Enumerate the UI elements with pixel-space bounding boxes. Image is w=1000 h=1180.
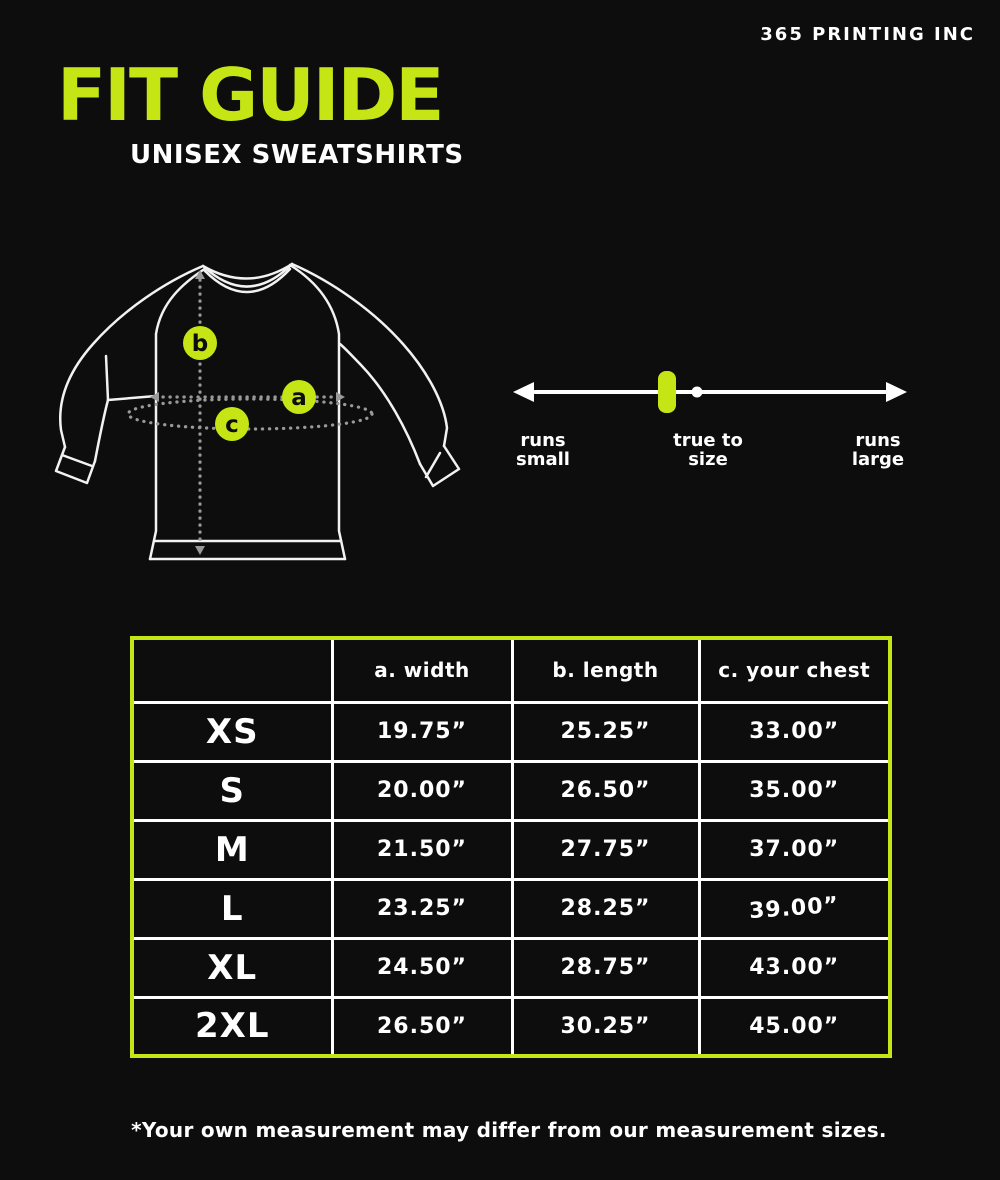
scale-label-line: true to <box>673 430 743 451</box>
chest-cell: 43.00” <box>699 938 890 997</box>
size-cell: S <box>132 761 332 820</box>
chest-value: 39.00” <box>748 892 841 925</box>
page-title: FIT GUIDE <box>57 53 443 137</box>
scale-right-arrowhead <box>886 382 907 402</box>
measure-arrowheads <box>150 270 345 555</box>
chest-cell <box>699 879 890 938</box>
table-header-row <box>132 638 890 702</box>
table-row <box>132 997 890 1056</box>
fit-scale <box>505 358 915 428</box>
scale-label-line: size <box>688 449 728 470</box>
column-header-width: a. width <box>332 638 512 702</box>
scale-label-line: runs <box>520 430 566 451</box>
size-cell: XL <box>132 938 332 997</box>
chest-cell: 35.00” <box>699 761 890 820</box>
chest-cell: 45.00” <box>699 997 890 1056</box>
scale-dot <box>692 387 703 398</box>
scale-left-arrowhead <box>513 382 534 402</box>
sweatshirt-diagram <box>35 250 495 580</box>
column-header-size <box>132 638 332 702</box>
table-row <box>132 879 890 938</box>
scale-label-runs-small <box>516 431 570 469</box>
scale-label-line: large <box>851 449 905 470</box>
width-cell: 24.50” <box>332 938 512 997</box>
size-table <box>130 636 892 1058</box>
scale-label-line: runs <box>855 430 901 451</box>
width-cell: 20.00” <box>332 761 512 820</box>
length-cell: 26.50” <box>512 761 699 820</box>
width-cell: 23.25” <box>332 879 512 938</box>
length-cell: 30.25” <box>512 997 699 1056</box>
table-row <box>132 820 890 879</box>
width-cell: 21.50” <box>332 820 512 879</box>
marker-b <box>183 326 217 360</box>
length-cell: 25.25” <box>512 702 699 761</box>
column-header-length: b. length <box>512 638 699 702</box>
size-cell: XS <box>132 702 332 761</box>
width-cell: 26.50” <box>332 997 512 1056</box>
garment-outline <box>56 264 459 559</box>
length-cell: 28.25” <box>512 879 699 938</box>
marker-b-label: b <box>191 331 209 357</box>
table-row <box>132 761 890 820</box>
marker-c-label: c <box>225 412 239 438</box>
scale-label-true-to-size <box>673 431 743 469</box>
scale-label-line: small <box>516 449 570 470</box>
measure-ellipse-chest <box>128 399 372 429</box>
chest-cell: 33.00” <box>699 702 890 761</box>
table-row <box>132 702 890 761</box>
footnote: *Your own measurement may differ from our measurement sizes. <box>131 1118 887 1142</box>
marker-c <box>215 407 249 441</box>
page-subtitle: UNISEX SWEATSHIRTS <box>130 140 464 170</box>
size-cell: 2XL <box>132 997 332 1056</box>
marker-a-label: a <box>291 385 307 411</box>
scale-label-runs-large <box>852 431 904 469</box>
chest-cell: 37.00” <box>699 820 890 879</box>
scale-marker <box>658 371 676 413</box>
brand-text: 365 PRINTING INC <box>760 24 975 45</box>
width-cell: 19.75” <box>332 702 512 761</box>
table-row <box>132 938 890 997</box>
column-header-chest: c. your chest <box>699 638 890 702</box>
size-cell: M <box>132 820 332 879</box>
size-cell: L <box>132 879 332 938</box>
marker-a <box>282 380 316 414</box>
length-cell: 27.75” <box>512 820 699 879</box>
length-cell: 28.75” <box>512 938 699 997</box>
